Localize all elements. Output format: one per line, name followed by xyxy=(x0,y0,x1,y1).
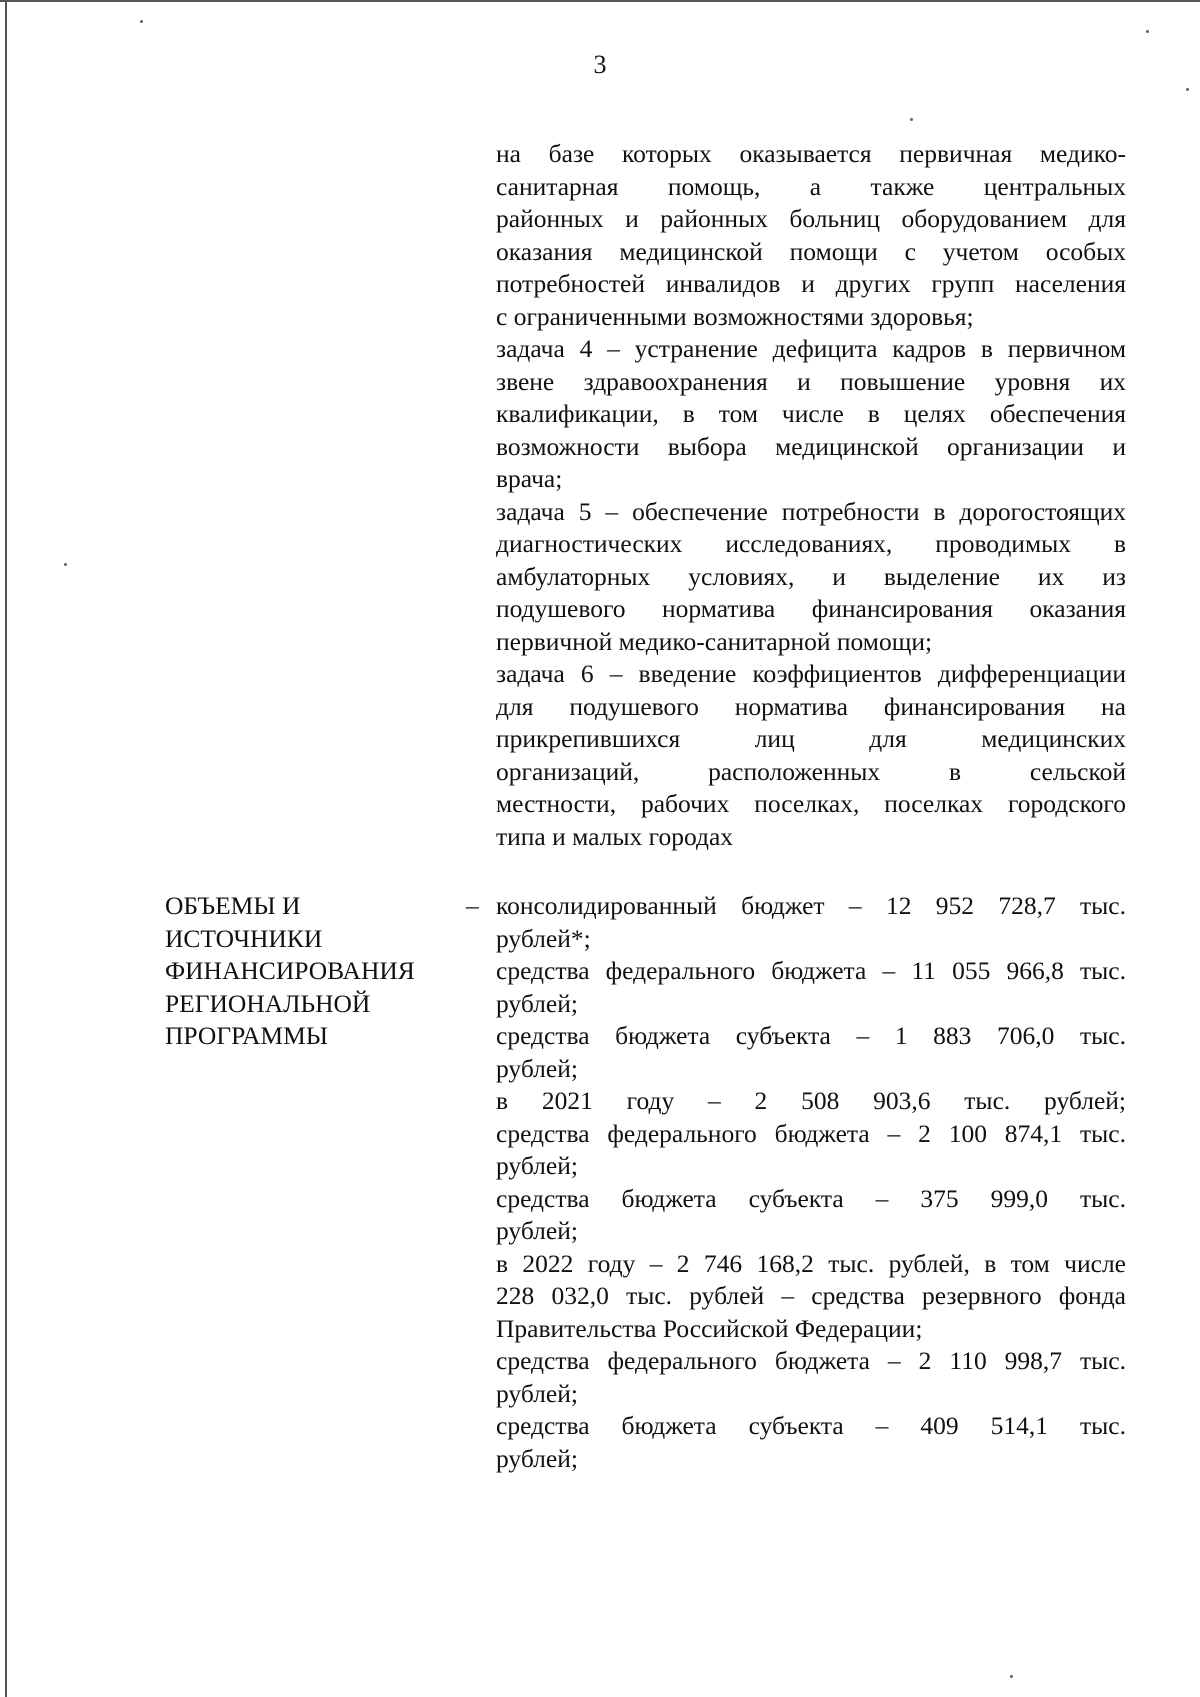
funding-line: рублей; xyxy=(496,1151,578,1180)
funding-line: рублей; xyxy=(496,1443,578,1473)
funding-line: в 2022 году – 2 746 168,2 тыс. рублей, в том числе xyxy=(496,1248,1126,1278)
text-line: задача 4 – устранение дефицита кадров в первичном xyxy=(496,334,1126,363)
funding-line: рублей*; xyxy=(496,923,591,953)
funding-line: в 2021 году – 2 508 903,6 тыс. рублей; xyxy=(496,1086,1126,1115)
section-label xyxy=(165,890,415,1053)
section-label-line: ИСТОЧНИКИ xyxy=(165,923,323,953)
text-line: возможности выбора медицинской организации и xyxy=(496,431,1126,461)
text-line: оказания медицинской помощи с учетом особых xyxy=(496,236,1126,266)
separator-dash: – xyxy=(466,891,479,920)
text-line: амбулаторных условиях, и выделение их из xyxy=(496,561,1126,591)
text-line: звене здравоохранения и повышение уровня их xyxy=(496,366,1126,396)
scan-speck xyxy=(1186,88,1189,91)
task-description-block xyxy=(496,138,1126,853)
funding-line: консолидированный бюджет – 12 952 728,7 тыс. xyxy=(496,891,1126,920)
text-line: организаций, расположенных в сельской xyxy=(496,756,1126,786)
funding-line: 228 032,0 тыс. рублей – средства резервного фонда xyxy=(496,1281,1126,1310)
scan-border-left xyxy=(5,0,7,1697)
text-line: районных и районных больниц оборудованием для xyxy=(496,204,1126,233)
page-number: 3 xyxy=(593,50,607,79)
section-label-line: РЕГИОНАЛЬНОЙ xyxy=(165,988,371,1018)
scan-speck xyxy=(64,563,67,566)
text-line: потребностей инвалидов и других групп населения xyxy=(496,269,1126,298)
scan-speck xyxy=(910,118,913,121)
funding-line: Правительства Российской Федерации; xyxy=(496,1313,923,1343)
text-line: местности, рабочих поселках, поселках городского xyxy=(496,789,1126,818)
funding-line: средства федерального бюджета – 2 110 998,7 тыс. xyxy=(496,1346,1126,1375)
funding-line: средства федерального бюджета – 2 100 874,1 тыс. xyxy=(496,1118,1126,1148)
text-line: квалификации, в том числе в целях обеспечения xyxy=(496,399,1126,428)
scan-speck xyxy=(140,20,143,23)
funding-block xyxy=(496,890,1126,1475)
scan-speck xyxy=(1010,1675,1013,1678)
funding-line: средства бюджета субъекта – 409 514,1 тыс. xyxy=(496,1411,1126,1440)
section-label-line: ПРОГРАММЫ xyxy=(165,1021,328,1050)
funding-line: средства федерального бюджета – 11 055 966,8 тыс. xyxy=(496,956,1126,985)
text-line: диагностических исследованиях, проводимых в xyxy=(496,529,1126,558)
scan-speck xyxy=(1146,30,1149,33)
funding-line: средства бюджета субъекта – 375 999,0 тыс. xyxy=(496,1183,1126,1213)
text-line: с ограниченными возможностями здоровья; xyxy=(496,301,974,331)
text-line: прикрепившихся лиц для медицинских xyxy=(496,724,1126,753)
text-line: подушевого норматива финансирования оказания xyxy=(496,594,1126,623)
funding-line: рублей; xyxy=(496,1378,578,1408)
funding-line: рублей; xyxy=(496,1216,578,1245)
funding-line: рублей; xyxy=(496,988,578,1018)
section-label-line: ОБЪЕМЫ И xyxy=(165,891,301,920)
text-line: задача 6 – введение коэффициентов дифференциации xyxy=(496,659,1126,688)
section-label-line: ФИНАНСИРОВАНИЯ xyxy=(165,956,415,985)
text-line: типа и малых городах xyxy=(496,821,734,851)
text-line: санитарная помощь, а также центральных xyxy=(496,171,1126,201)
text-line: для подушевого норматива финансирования на xyxy=(496,691,1126,721)
scan-border-top xyxy=(0,0,1200,2)
funding-line: рублей; xyxy=(496,1053,578,1083)
funding-line: средства бюджета субъекта – 1 883 706,0 тыс. xyxy=(496,1021,1126,1050)
text-line: на базе которых оказывается первичная медико- xyxy=(496,139,1126,168)
text-line: врача; xyxy=(496,464,563,493)
text-line: задача 5 – обеспечение потребности в дорогостоящих xyxy=(496,496,1126,526)
text-line: первичной медико-санитарной помощи; xyxy=(496,626,933,656)
